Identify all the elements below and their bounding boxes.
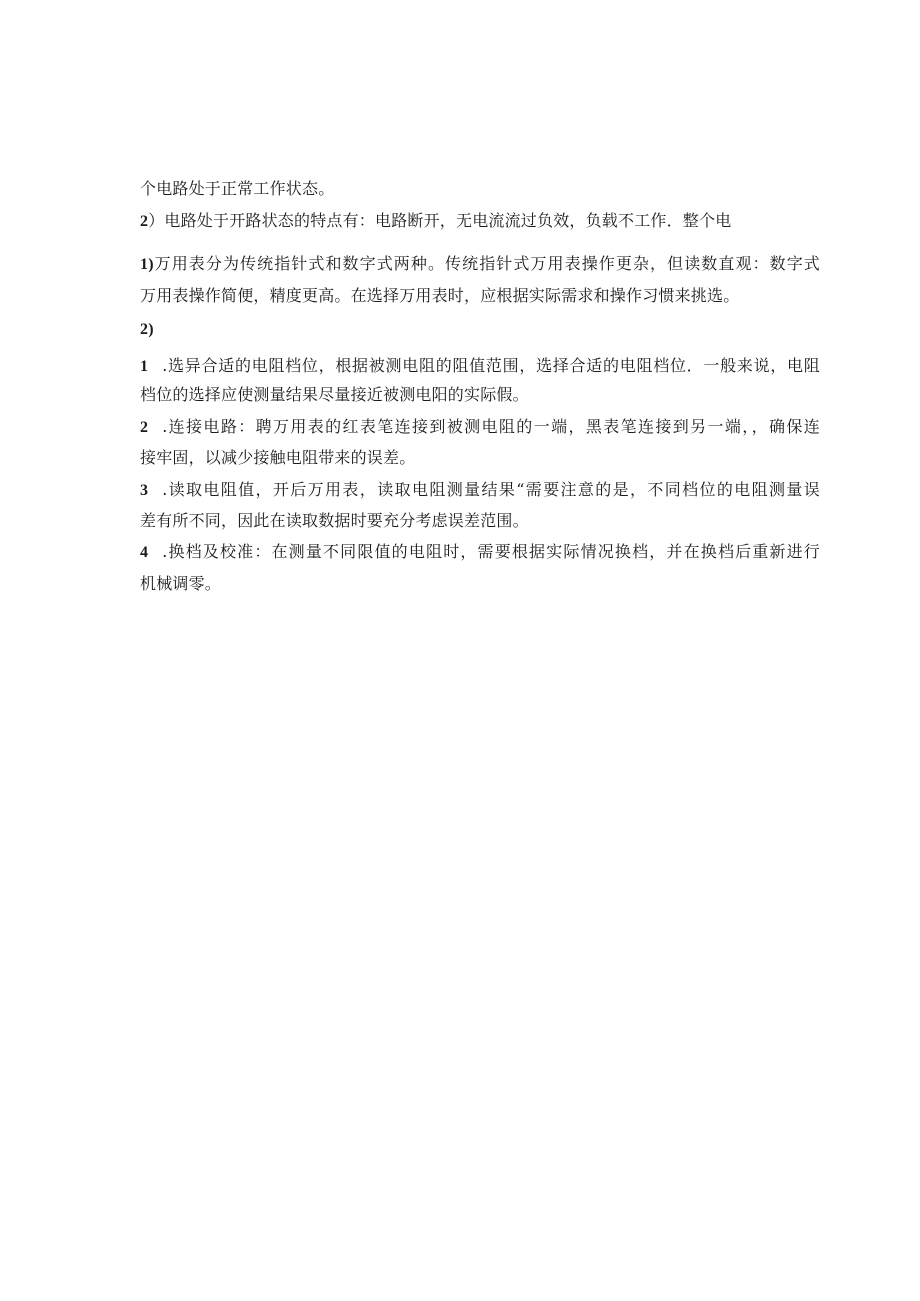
text: 万用表操作简便，精度更高。在选择万用表时，应根据实际需求和操作习惯来挑选。 [140, 286, 740, 305]
step-line [140, 416, 820, 439]
item-number: 2 [140, 213, 149, 230]
step-line [140, 384, 820, 406]
paragraph-line [140, 318, 820, 341]
step-line [140, 355, 820, 378]
paragraph-line [140, 285, 820, 307]
step-number: 1 [140, 358, 149, 375]
step-number: 2 [140, 419, 149, 436]
text: 机械调零。 [140, 574, 222, 593]
item-number: 2) [140, 321, 154, 338]
paragraph-line [140, 253, 820, 276]
step-line [140, 447, 820, 469]
text: .读取电阻值，开后万用表，读取电阻测量结果“需要注意的是，不同档位的电阻测量误 [162, 480, 820, 499]
text: 档位的选择应使测量结果尽量接近被测电阳的实际假。 [140, 385, 529, 404]
step-line [140, 510, 820, 532]
text: 万用表分为传统指针式和数字式两种。传统指针式万用表操作更杂，但读数直观：数字式 [153, 254, 820, 273]
paragraph-line [140, 210, 820, 233]
text: ）电路处于开路状态的特点有：电路断开，无电流流过负效，负载不工作．整个电 [148, 211, 732, 230]
text: 接牢固，以减少接触电阻带来的误差。 [140, 448, 416, 467]
text: 差有所不同，因此在读取数据时要充分考虑误差范围。 [140, 511, 529, 530]
step-number: 4 [140, 544, 149, 561]
text: .连接电路：聘万用表的红表笔连接到被测电阻的一端，黑表笔连接到另一端，，确保连 [162, 417, 820, 436]
paragraph-line [140, 178, 820, 200]
step-line [140, 573, 820, 595]
step-line [140, 479, 820, 502]
item-number: 1) [140, 256, 154, 273]
text: .选异合适的电阻档位，根据被测电阻的阻值范围，选择合适的电阻档位．一般来说，电阻 [162, 356, 820, 375]
text: .换档及校准：在测量不同限值的电阻时，需要根据实际情况换档，并在换档后重新进行 [162, 542, 820, 561]
step-line [140, 541, 820, 564]
step-number: 3 [140, 482, 149, 499]
text: 个电路处于正常工作状态。 [140, 179, 335, 198]
